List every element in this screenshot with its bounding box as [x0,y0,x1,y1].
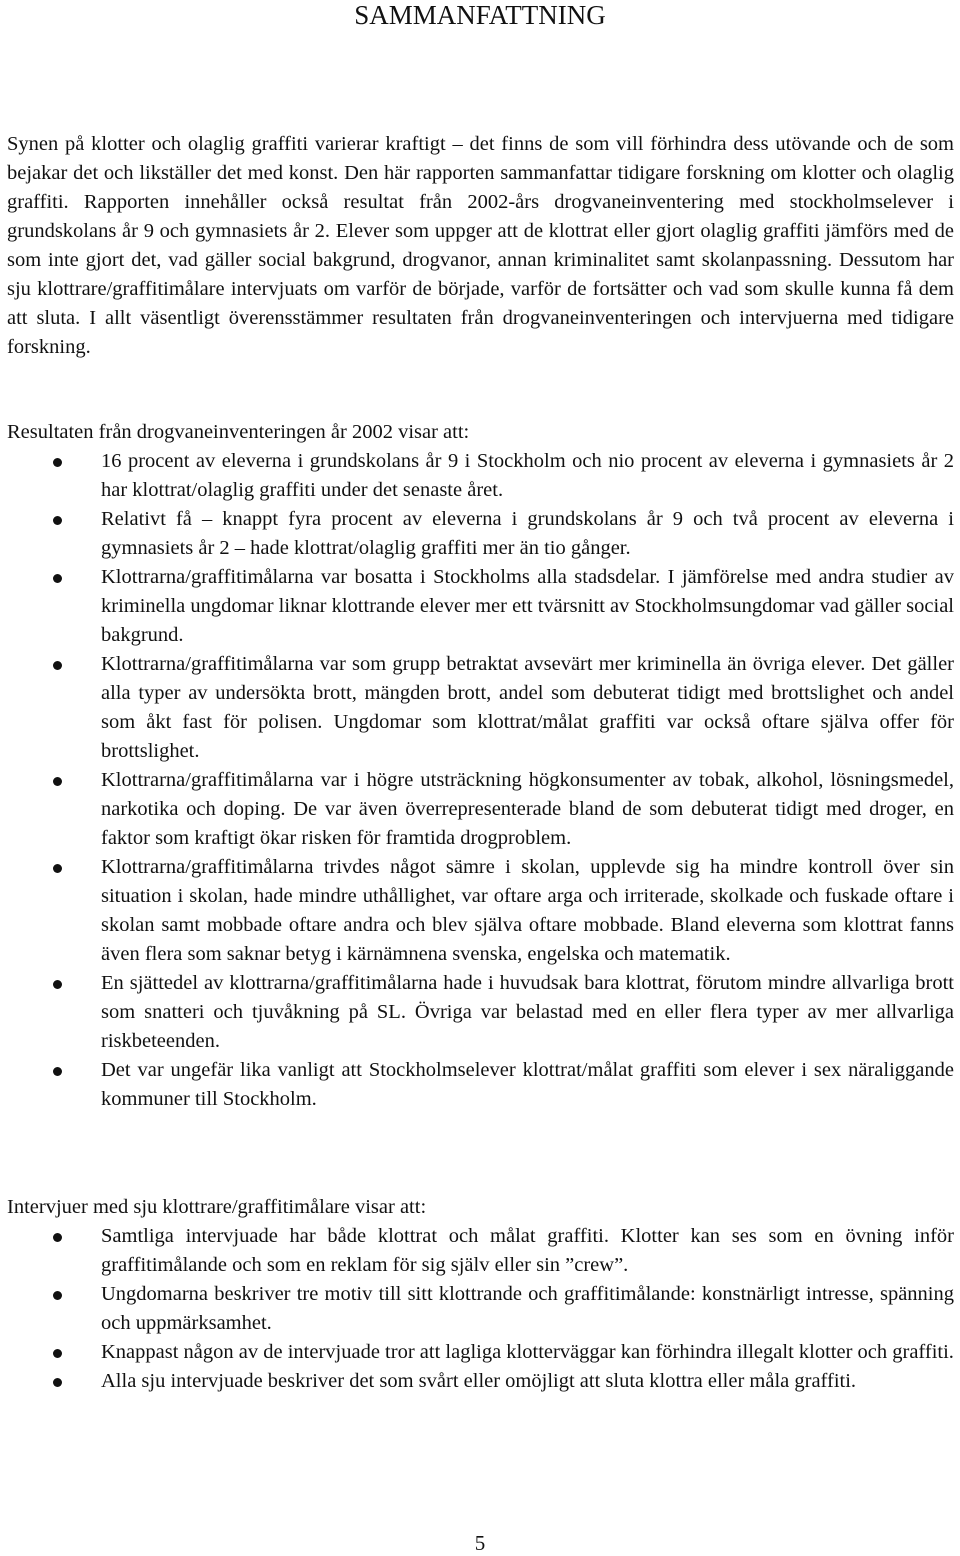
page-title: SAMMANFATTNING [354,0,606,30]
survey-results-list [7,447,954,1114]
list-item [7,853,954,969]
list-item-text: Klottrarna/graffitimålarna var som grupp betraktat avsevärt mer kriminella än övriga elever. Det gäller alla typer av undersökta brott, mängden brott, andel som debuterat tidigt med brottslighet och andel som åkt fast för polisen. Ungdomar som klottrat/målat graffiti var också oftare själva offer för brottslighet. [101,653,954,762]
list-item [7,1280,954,1338]
interview-results-lead: Intervjuer med sju klottrare/graffitimålare visar att: [7,1196,427,1218]
list-item [7,650,954,766]
list-item-text: Relativt få – knappt fyra procent av eleverna i grundskolans år 9 och två procent av eleverna i gymnasiets år 2 – hade klottrat/olaglig graffiti mer än tio gånger. [101,508,954,559]
list-item-text: Knappast någon av de intervjuade tror att lagliga klotterväggar kan förhindra illegalt klotter och graffiti. [101,1341,954,1363]
list-item-text: Det var ungefär lika vanligt att Stockholmselever klottrat/målat graffiti som elever i sex näraliggande kommuner till Stockholm. [101,1059,954,1110]
bullet-icon [53,1349,62,1358]
bullet-icon [53,980,62,989]
list-item [7,1338,954,1367]
survey-results-section [7,418,954,1114]
list-item-text: Alla sju intervjuade beskriver det som svårt eller omöjligt att sluta klottra eller måla graffiti. [101,1370,857,1392]
bullet-icon [53,1233,62,1242]
interview-results-section [7,1193,954,1396]
list-item [7,969,954,1056]
list-item [7,1056,954,1114]
list-item-text: Klottrarna/graffitimålarna var i högre utsträckning högkonsumenter av tobak, alkohol, lösningsmedel, narkotika och doping. De var även överrepresenterade bland de som debuterat tidigt med droger, en faktor som kraftigt ökar risken för framtida drogproblem. [101,769,954,849]
bullet-icon [53,864,62,873]
list-item [7,1367,954,1396]
bullet-icon [53,661,62,670]
list-item-text: Samtliga intervjuade har både klottrat och målat graffiti. Klotter kan ses som en övning inför graffitimålande och som en reklam för sig själv eller sin ”crew”. [101,1225,954,1276]
bullet-icon [53,1067,62,1076]
page-number: 5 [474,1531,486,1555]
bullet-icon [53,1291,62,1300]
bullet-icon [53,777,62,786]
list-item [7,505,954,563]
list-item [7,1222,954,1280]
bullet-icon [53,516,62,525]
bullet-icon [53,1378,62,1387]
list-item [7,563,954,650]
bullet-icon [53,574,62,583]
bullet-icon [53,458,62,467]
list-item-text: Klottrarna/graffitimålarna trivdes något sämre i skolan, upplevde sig ha mindre kontroll över sin situation i skolan, hade mindre uthållighet, var oftare arga och irriterade, skolkade och fuskade oftare i skolan samt mobbade oftare andra och blev själva oftare mobbade. Bland eleverna som klottrat fanns även flera som saknar betyg i kärnämnena svenska, engelska och matematik. [101,856,954,965]
list-item-text: En sjättedel av klottrarna/graffitimålarna hade i huvudsak bara klottrat, förutom mindre allvarliga brott som snatteri och tjuvåkning på SL. Övriga var belastad med en eller flera typer av mer allvarliga riskbeteenden. [101,972,954,1052]
intro-paragraph-block [7,130,954,362]
list-item [7,766,954,853]
intro-paragraph: Synen på klotter och olaglig graffiti varierar kraftigt – det finns de som vill förhindra dess utövande och de som bejakar det och likställer det med konst. Den här rapporten sammanfattar tidigare forskning om klotter och olaglig graffiti. Rapporten innehåller också resultat från 2002-års drogvaneinventering med stockholmselever i grundskolans år 9 och gymnasiets år 2. Elever som uppger att de klottrat eller gjort olaglig graffiti jämförs med de som inte gjort det, vad gäller social bakgrund, drogvanor, annan kriminalitet samt skolanpassning. Dessutom har sju klottrare/graffitimålare intervjuats om varför de började, varför de fortsätter och vad som skulle kunna få dem att sluta. I allt väsentligt överensstämmer resultaten från drogvaneinventeringen och intervjuerna med tidigare forskning. [7,133,954,358]
list-item [7,447,954,505]
list-item-text: 16 procent av eleverna i grundskolans år 9 i Stockholm och nio procent av eleverna i gymnasiets år 2 har klottrat/olaglig graffiti under det senaste året. [101,450,954,501]
list-item-text: Klottrarna/graffitimålarna var bosatta i Stockholms alla stadsdelar. I jämförelse med andra studier av kriminella ungdomar liknar klottrande elever mer ett tvärsnitt av Stockholmsungdomar vad gäller social bakgrund. [101,566,954,646]
list-item-text: Ungdomarna beskriver tre motiv till sitt klottrande och graffitimålande: konstnärligt intresse, spänning och uppmärksamhet. [101,1283,954,1334]
survey-results-lead: Resultaten från drogvaneinventeringen år 2002 visar att: [7,421,470,443]
interview-results-list [7,1222,954,1396]
